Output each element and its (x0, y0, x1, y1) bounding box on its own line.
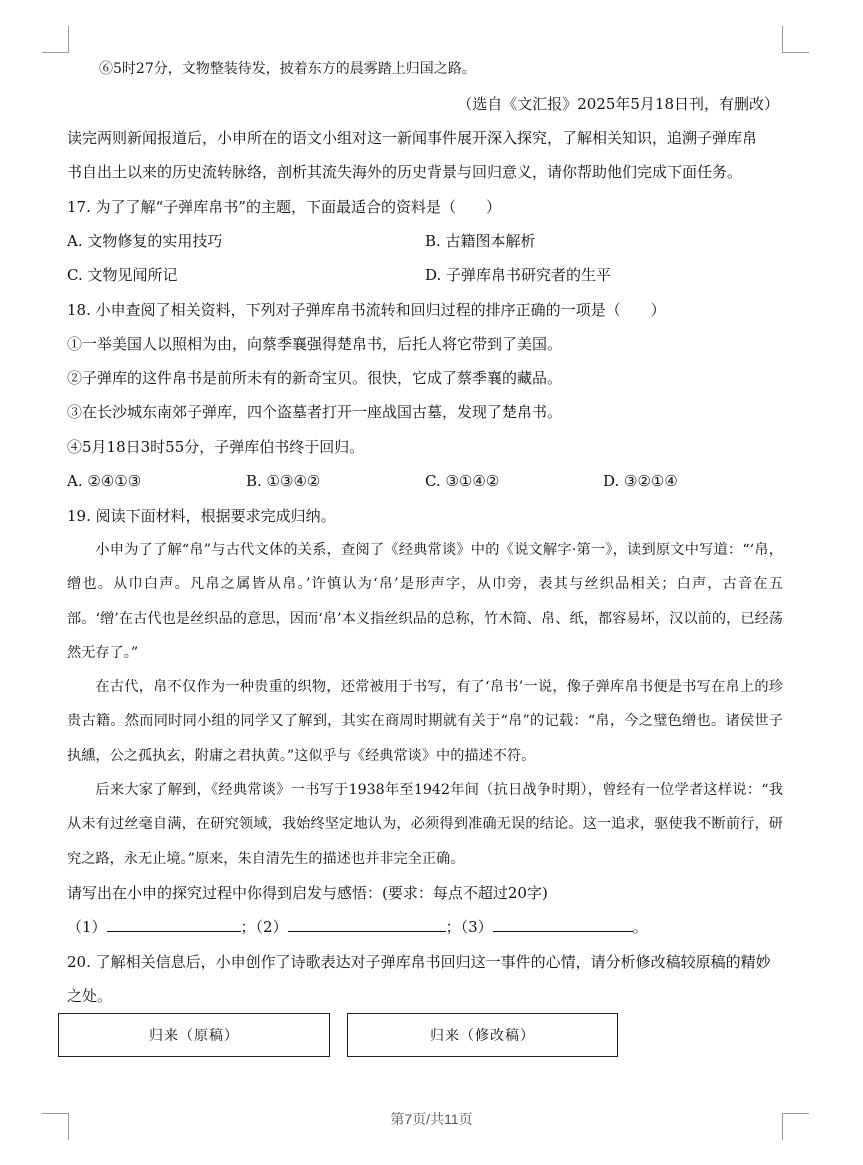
q17-option-b: B. 古籍图本解析 (425, 232, 536, 250)
q18-item-3: ③在长沙城东南郊子弹库，四个盗墓者打开一座战国古墓，发现了楚帛书。 (67, 403, 563, 421)
q19-paragraph-1: 小申为了了解“帛”与古代文体的关系，查阅了《经典常谈》中的《说文解字·第一》，读到原文中写道：“‘帛，缯也。从巾白声。凡帛之属皆从帛。’许慎认为‘帛’是形声字，从巾旁，表其与丝织品相关；白声，古音在五部。‘缯’在古代也是丝织品的意思，因而‘帛’本义指丝织品的总称，竹木简、帛、纸，都容易坏，汉以前的，已经荡然无存了。” (67, 542, 783, 661)
news-item-6: ⑥5时27分，文物整装待发，披着东方的晨雾踏上归国之路。 (99, 61, 476, 77)
q19-stem: 19. 阅读下面材料，根据要求完成归纳。 (67, 507, 336, 525)
q19-task: 请写出在小申的探究过程中你得到启发与感悟：(要求：每点不超过20字) (67, 884, 548, 902)
q17-option-c: C. 文物见闻所记 (67, 266, 178, 284)
q17-option-a: A. 文物修复的实用技巧 (67, 232, 223, 250)
answer-blank-1[interactable] (107, 917, 241, 932)
q18-option-b: B. ①③④② (246, 472, 321, 490)
crop-mark-top-left (42, 26, 69, 53)
q18-item-2: ②子弹库的这件帛书是前所未有的新奇宝贝。很快，它成了蔡季襄的藏品。 (67, 369, 563, 387)
answer-blank-2[interactable] (288, 917, 446, 932)
source-citation: （选自《文汇报》2025年5月18日刊，有删改） (457, 95, 779, 113)
poem-revised-box: 归来（修改稿） (347, 1013, 618, 1057)
q18-stem: 18. 小申查阅了相关资料，下列对子弹库帛书流转和回归过程的排序正确的一项是（ ） (67, 301, 666, 319)
q17-option-d: D. 子弹库帛书研究者的生平 (425, 266, 612, 284)
answer-label-2: ；（2） (240, 918, 288, 936)
poem-original-box: 归来（原稿） (58, 1013, 330, 1057)
answer-label-3: ；（3） (445, 918, 493, 936)
q20-stem-line-2: 之处。 (67, 987, 113, 1005)
crop-mark-top-right (782, 26, 809, 53)
answer-blank-3[interactable] (493, 917, 633, 932)
answer-label-1: （1） (67, 918, 107, 936)
q18-option-d: D. ③②①④ (603, 472, 678, 490)
q18-option-c: C. ③①④② (425, 472, 500, 490)
q19-paragraph-3: 后来大家了解到，《经典常谈》一书写于1938年至1942年间（抗日战争时期），曾经有一位学者这样说：“我从未有过丝毫自满，在研究领域，我始终坚定地认为，必须得到准确无误的结论。这一追求，驱使我不断前行，研究之路，永无止境。”原来，朱自清先生的描述也并非完全正确。 (67, 782, 783, 867)
q19-answer-row (67, 917, 648, 937)
q19-paragraph-2: 在古代，帛不仅作为一种贵重的织物，还常被用于书写，有了‘帛书’一说，像子弹库帛书便是书写在帛上的珍贵古籍。然而同时同小组的同学又了解到，其实在商周时期就有关于“帛”的记载：“帛，今之璧色缯也。诸侯世子执纁，公之孤执玄，附庸之君执黄。”这似乎与《经典常谈》中的描述不符。 (67, 679, 783, 764)
intro-line-2: 书自出土以来的历史流转脉络，剖析其流失海外的历史背景与回归意义，请你帮助他们完成下面任务。 (67, 163, 743, 181)
q18-item-1: ①一举美国人以照相为由，向蔡季襄强得楚帛书，后托人将它带到了美国。 (67, 335, 563, 353)
q17-stem: 17. 为了了解“子弹库帛书”的主题，下面最适合的资料是（ ） (67, 198, 501, 216)
q18-item-4: ④5月18日3时55分，子弹库伯书终于回归。 (67, 438, 365, 456)
intro-line-1: 读完两则新闻报道后，小申所在的语文小组对这一新闻事件展开深入探究，了解相关知识，追溯子弹库帛 (67, 129, 758, 147)
page-number: 第7页/共11页 (390, 1111, 473, 1127)
q20-stem-line-1: 20. 了解相关信息后，小申创作了诗歌表达对子弹库帛书回归这一事件的心情，请分析修改稿较原稿的精妙 (67, 953, 771, 971)
answer-end: 。 (632, 918, 648, 936)
q18-option-a: A. ②④①③ (67, 472, 142, 490)
